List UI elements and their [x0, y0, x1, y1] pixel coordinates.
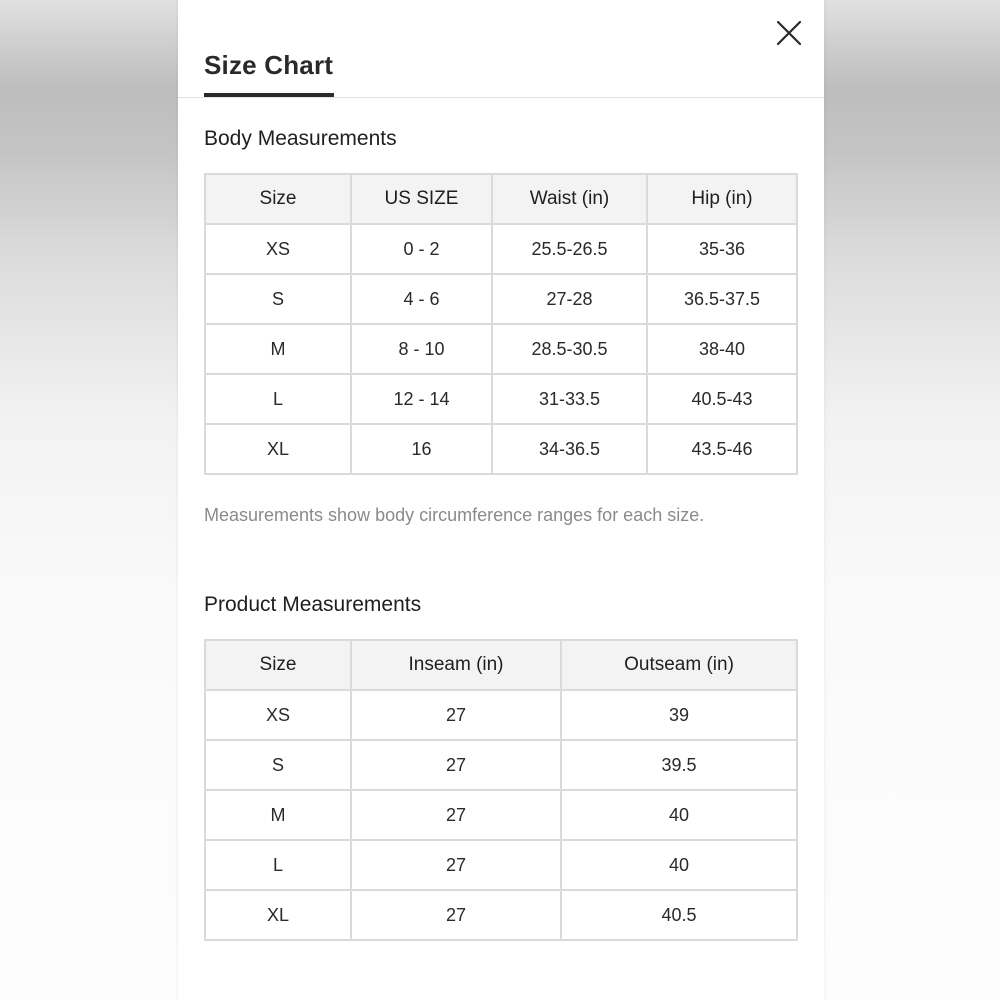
table-cell: 8 - 10: [351, 324, 492, 374]
table-cell: 16: [351, 424, 492, 474]
table-cell: 27: [351, 790, 561, 840]
table-cell: S: [205, 274, 351, 324]
table-cell: 25.5-26.5: [492, 224, 647, 274]
table-cell: XS: [205, 690, 351, 740]
table-cell: XL: [205, 890, 351, 940]
table-cell: 38-40: [647, 324, 797, 374]
column-header: Size: [205, 174, 351, 224]
column-header: Hip (in): [647, 174, 797, 224]
table-cell: 35-36: [647, 224, 797, 274]
table-cell: 31-33.5: [492, 374, 647, 424]
table-cell: 39: [561, 690, 797, 740]
size-chart-modal: [178, 0, 824, 1000]
table-cell: M: [205, 790, 351, 840]
table-cell: L: [205, 374, 351, 424]
table-cell: 40.5-43: [647, 374, 797, 424]
table-row: [205, 274, 797, 324]
table-cell: 39.5: [561, 740, 797, 790]
column-header: Waist (in): [492, 174, 647, 224]
table-cell: 12 - 14: [351, 374, 492, 424]
table-cell: S: [205, 740, 351, 790]
measurements-note: Measurements show body circumference ranges for each size.: [204, 505, 705, 525]
table-row: [205, 790, 797, 840]
table-row: [205, 690, 797, 740]
table-cell: 4 - 6: [351, 274, 492, 324]
table-row: [205, 324, 797, 374]
table-cell: 40: [561, 840, 797, 890]
table-cell: 40: [561, 790, 797, 840]
table-cell: XS: [205, 224, 351, 274]
modal-header: [178, 0, 824, 98]
table-header-row: [205, 640, 797, 690]
body-measurements-table: [204, 173, 798, 475]
active-tab-indicator: [204, 93, 334, 97]
column-header: US SIZE: [351, 174, 492, 224]
table-cell: 27-28: [492, 274, 647, 324]
column-header: Inseam (in): [351, 640, 561, 690]
table-cell: XL: [205, 424, 351, 474]
table-cell: 27: [351, 690, 561, 740]
product-measurements-title: Product Measurements: [204, 593, 422, 616]
table-cell: 28.5-30.5: [492, 324, 647, 374]
table-cell: 27: [351, 740, 561, 790]
table-cell: 27: [351, 840, 561, 890]
table-cell: 0 - 2: [351, 224, 492, 274]
table-row: [205, 224, 797, 274]
table-cell: 34-36.5: [492, 424, 647, 474]
table-row: [205, 374, 797, 424]
table-cell: 40.5: [561, 890, 797, 940]
table-row: [205, 840, 797, 890]
table-row: [205, 890, 797, 940]
table-row: [205, 424, 797, 474]
modal-title: Size Chart: [204, 50, 334, 80]
table-cell: L: [205, 840, 351, 890]
product-measurements-table: [204, 639, 798, 941]
table-row: [205, 740, 797, 790]
table-cell: 43.5-46: [647, 424, 797, 474]
table-header-row: [205, 174, 797, 224]
column-header: Size: [205, 640, 351, 690]
close-icon: [774, 18, 804, 48]
body-measurements-title: Body Measurements: [204, 127, 397, 150]
table-cell: 27: [351, 890, 561, 940]
close-button[interactable]: [774, 18, 804, 48]
table-cell: M: [205, 324, 351, 374]
column-header: Outseam (in): [561, 640, 797, 690]
table-cell: 36.5-37.5: [647, 274, 797, 324]
